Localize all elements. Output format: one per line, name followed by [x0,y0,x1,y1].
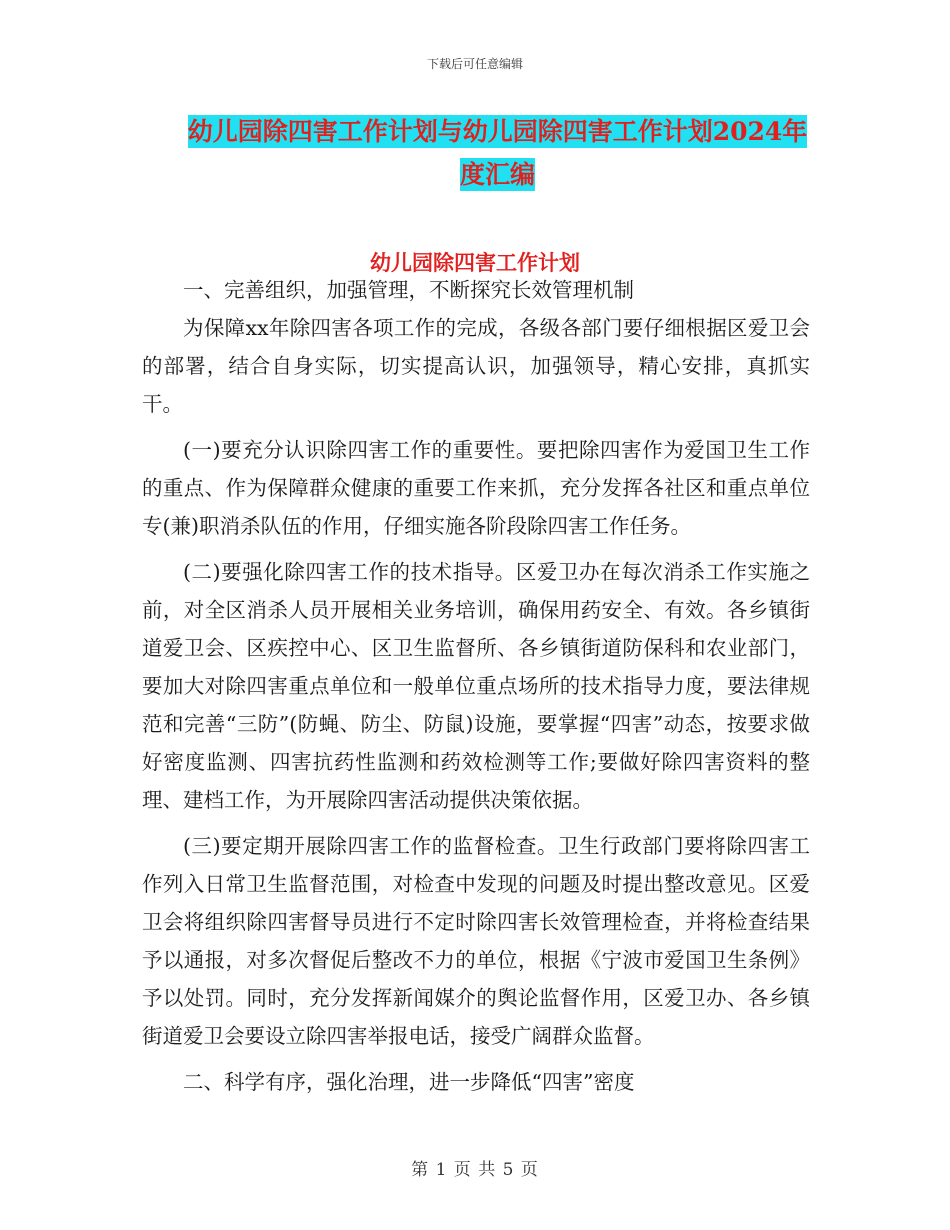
heading-1: 一、完善组织，加强管理，不断探究长效管理机制 [183,278,634,302]
paragraph: (二)要强化除四害工作的技术指导。区爱卫办在每次消杀工作实施之前，对全区消杀人员开展相关业务培训，确保用药安全、有效。各乡镇街道爱卫会、区疾控中心、区卫生监督所、各乡镇街道防保科和农业部门，要加大对除四害重点单位和一般单位重点场所的技术指导力度，要法律规范和完善“三防”(防蝇、防尘、防鼠)设施，要掌握“四害”动态，按要求做好密度监测、四害抗药性监测和药效检测等工作;要做好除四害资料的整理、建档工作，为开展除四害活动提供决策依据。 [142,560,810,812]
paragraph: 为保障xx年除四害各项工作的完成，各级各部门要仔细根据区爱卫会的部署，结合自身实际，切实提高认识，加强领导，精心安排，真抓实干。 [142,316,810,416]
header-note: 下载后可任意编辑 [426,57,523,71]
paragraph: (一)要充分认识除四害工作的重要性。要把除四害作为爱国卫生工作的重点、作为保障群众健康的重要工作来抓，充分发挥各社区和重点单位专(兼)职消杀队伍的作用，仔细实施各阶段除四害工作任务。 [142,438,810,538]
page-footer: 第 1 页 共 5 页 [411,1160,539,1180]
document-title [185,110,810,196]
document-title-text: 幼儿园除四害工作计划与幼儿园除四害工作计划2024年度汇编 [187,117,808,189]
section-title: 幼儿园除四害工作计划 [370,250,580,275]
paragraph: (三)要定期开展除四害工作的监督检查。卫生行政部门要将除四害工作列入日常卫生监督范围，对检查中发现的问题及时提出整改意见。区爱卫会将组织除四害督导员进行不定时除四害长效管理检查，并将检查结果予以通报，对多次督促后整改不力的单位，根据《宁波市爱国卫生条例》予以处罚。同时，充分发挥新闻媒介的舆论监督作用，区爱卫办、各乡镇街道爱卫会要设立除四害举报电话，接受广阔群众监督。 [142,834,810,1048]
heading-2: 二、科学有序，强化治理，进一步降低“四害”密度 [183,1070,635,1094]
document-body [142,271,810,1109]
